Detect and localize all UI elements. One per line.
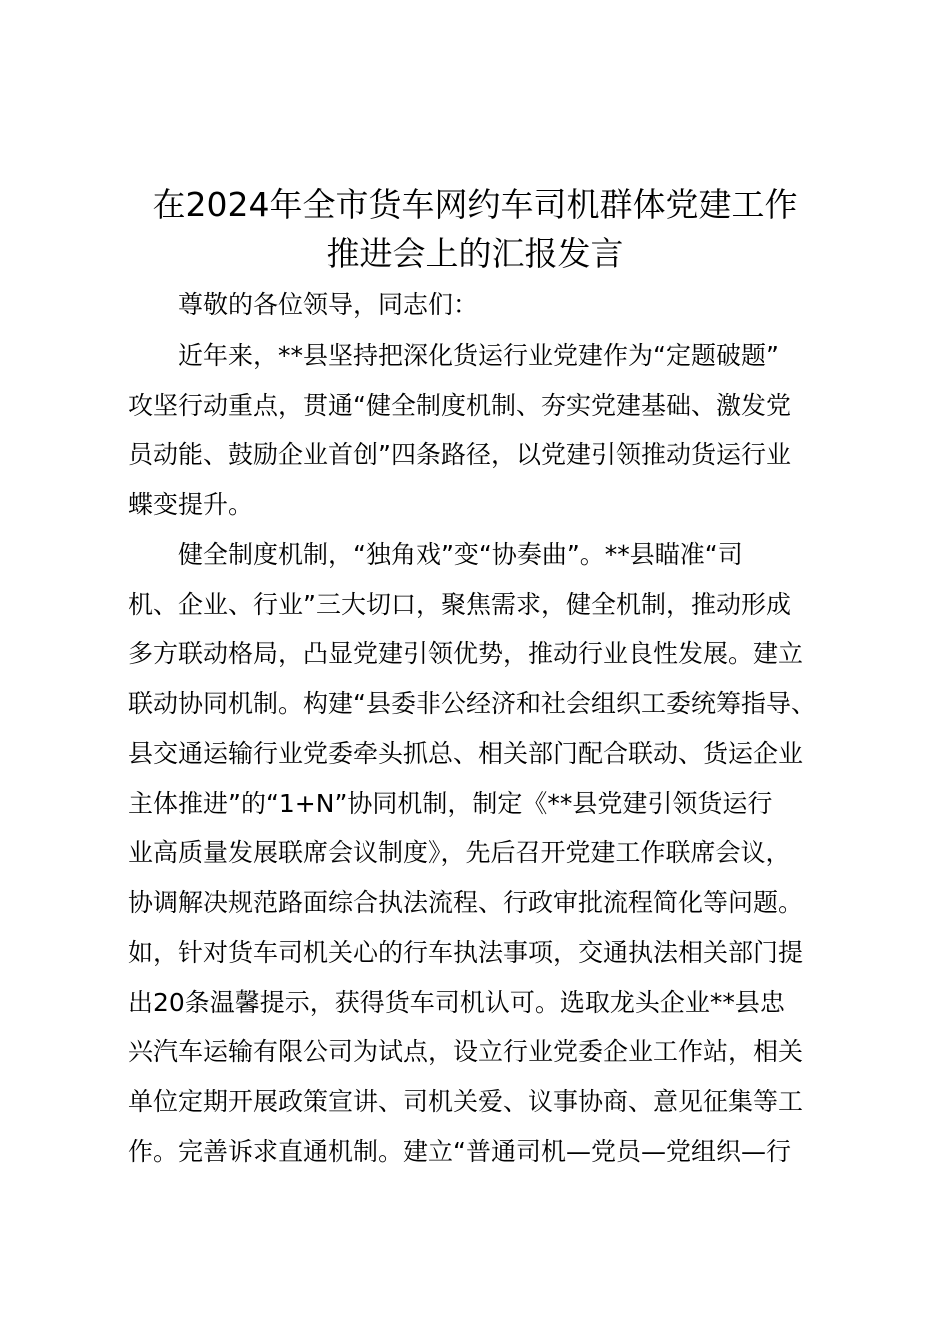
document-title-line-2: 推进会上的汇报发言 <box>326 234 624 273</box>
paragraph-line: 员动能、鼓励企业首创”四条路径，以党建引领推动货运行业 <box>128 440 791 469</box>
paragraph-line: 近年来，**县坚持把深化货运行业党建作为“定题破题” <box>178 341 779 370</box>
paragraph-line: 多方联动格局，凸显党建引领优势，推动行业良性发展。建立 <box>128 639 804 668</box>
salutation: 尊敬的各位领导，同志们： <box>178 290 479 319</box>
paragraph-line: 如，针对货车司机关心的行车执法事项，交通执法相关部门提 <box>128 938 804 967</box>
paragraph-line: 蝶变提升。 <box>128 490 254 519</box>
paragraph-line: 健全制度机制，“独角戏”变“协奏曲”。**县瞄准“司 <box>178 540 743 569</box>
paragraph-line: 出20条温馨提示，获得货车司机认可。选取龙头企业**县忠 <box>128 988 785 1017</box>
paragraph-line: 攻坚行动重点，贯通“健全制度机制、夯实党建基础、激发党 <box>128 391 791 420</box>
paragraph-line: 主体推进”的“1+N”协同机制，制定《**县党建引领货运行 <box>128 789 773 818</box>
paragraph-line: 兴汽车运输有限公司为试点，设立行业党委企业工作站，相关 <box>128 1037 804 1066</box>
paragraph-line: 单位定期开展政策宣讲、司机关爱、议事协商、意见征集等工 <box>128 1087 804 1116</box>
document-title-line-1: 在2024年全市货车网约车司机群体党建工作 <box>152 185 798 224</box>
paragraph-line: 联动协同机制。构建“县委非公经济和社会组织工委统筹指导、 <box>128 689 816 718</box>
paragraph-line: 机、企业、行业”三大切口，聚焦需求，健全机制，推动形成 <box>128 590 791 619</box>
paragraph-line: 业高质量发展联席会议制度》，先后召开党建工作联席会议， <box>128 838 791 867</box>
paragraph-line: 作。完善诉求直通机制。建立“普通司机—党员—党组织—行 <box>128 1137 791 1166</box>
paragraph-line: 县交通运输行业党委牵头抓总、相关部门配合联动、货运企业 <box>128 739 804 768</box>
paragraph-line: 协调解决规范路面综合执法流程、行政审批流程简化等问题。 <box>128 888 804 917</box>
